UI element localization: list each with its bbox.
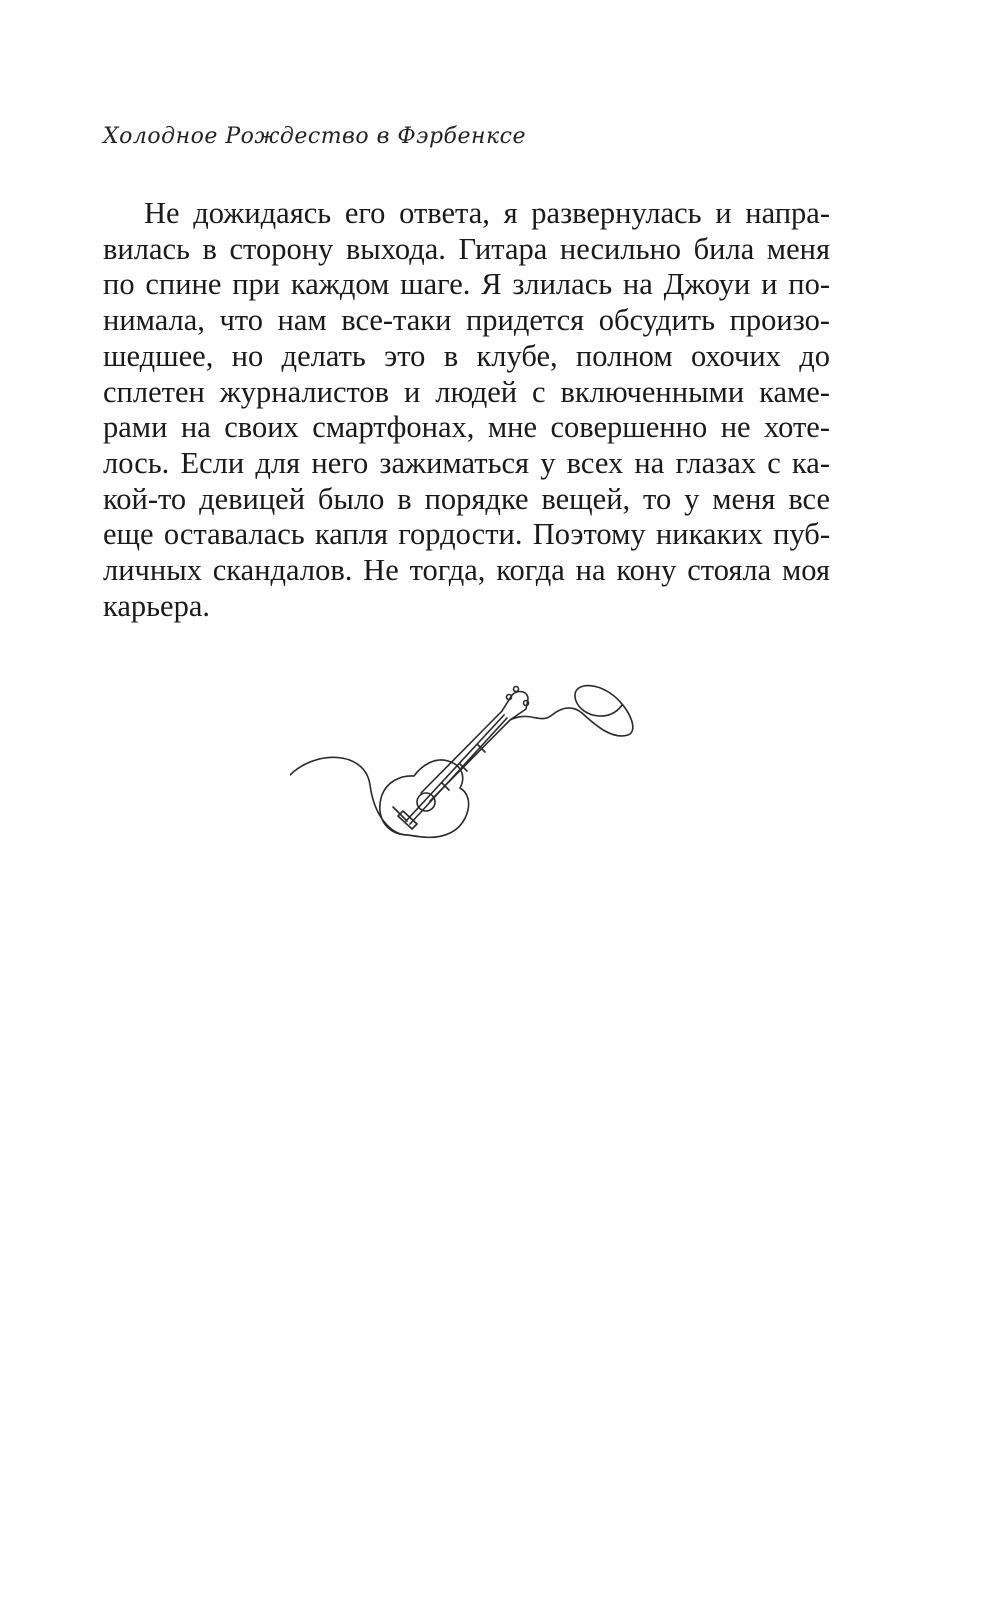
text-line: еще оставалась капля гордости. Поэтому никаких пуб- [103, 517, 830, 552]
text-line: шедшее, но делать это в клубе, полном охочих до [103, 338, 830, 373]
text-line: Не дожидаясь его ответа, я развернулась и напра- [144, 196, 830, 230]
running-title: Холодное Рождество в Фэрбенксе [103, 124, 526, 149]
guitar-icon [290, 665, 650, 880]
text-line: личных скандалов. Не тогда, когда на кону стояла моя [103, 553, 830, 588]
body-paragraph [103, 196, 830, 624]
text-line: вилась в сторону выхода. Гитара несильно била меня [103, 231, 830, 266]
text-line: кой-то девицей было в порядке вещей, то у меня все [103, 481, 830, 516]
text-line: нимала, что нам все-таки придется обсудить произо- [103, 303, 830, 338]
text-line: сплетен журналистов и людей с включенными каме- [103, 374, 830, 409]
text-line: по спине при каждом шаге. Я злилась на Джоуи и по- [103, 267, 830, 302]
text-line: рами на своих смартфонах, мне совершенно не хоте- [103, 410, 830, 445]
text-line: лось. Если для него зажиматься у всех на глазах с ка- [103, 445, 830, 480]
text-line: карьера. [103, 588, 211, 623]
